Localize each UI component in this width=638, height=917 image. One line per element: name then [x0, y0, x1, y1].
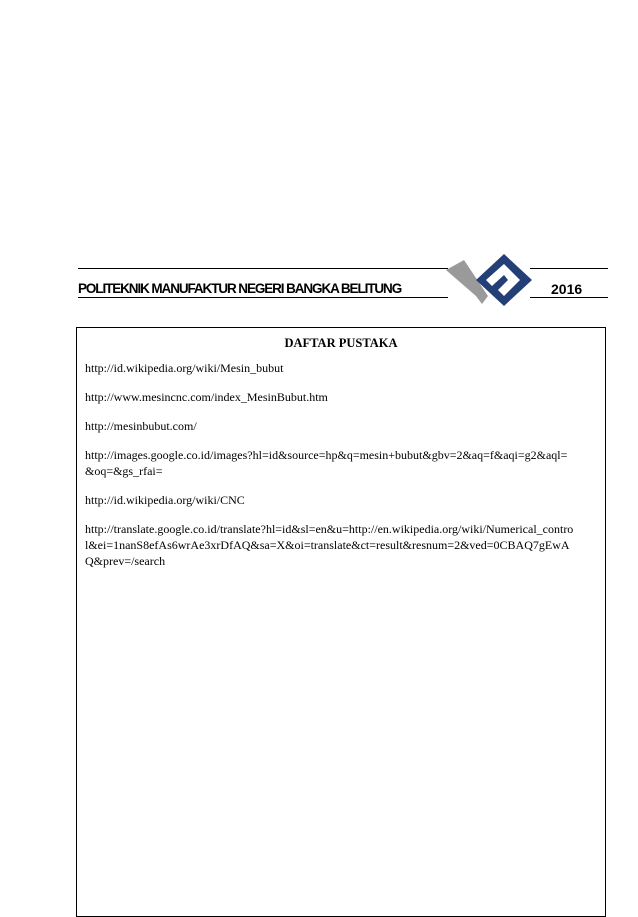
- references-panel: [76, 327, 606, 917]
- reference-item: http://id.wikipedia.org/wiki/Mesin_bubut: [85, 361, 284, 375]
- reference-item: http://id.wikipedia.org/wiki/CNC: [85, 493, 245, 507]
- reference-list: [85, 360, 575, 582]
- header-year: 2016: [551, 281, 583, 297]
- header-rule-top-right: [530, 268, 608, 269]
- institution-name: POLITEKNIK MANUFAKTUR NEGERI BANGKA BELITUNG: [78, 281, 402, 296]
- header-rule-top-left: [78, 268, 448, 269]
- reference-item: http://images.google.co.id/images?hl=id&source=hp&q=mesin+bubut&gbv=2&aq=f&aqi=g2&aql=&oq=&gs_rfai=: [85, 448, 568, 478]
- reference-item: http://mesinbubut.com/: [85, 419, 197, 433]
- reference-item: http://www.mesincnc.com/index_MesinBubut.htm: [85, 390, 328, 404]
- page-header: [78, 262, 608, 302]
- header-rule-bottom-right: [530, 297, 608, 298]
- header-rule-bottom-left: [78, 297, 448, 298]
- polman-logo-icon: [442, 252, 534, 306]
- reference-item: http://translate.google.co.id/translate?hl=id&sl=en&u=http://en.wikipedia.org/wiki/Numerical_control&ei=1nanS8efAs6wrAe3xrDfAQ&sa=X&oi=translate&ct=result&resnum=2&ved=0CBAQ7gEwAQ&prev=/search: [85, 522, 574, 568]
- section-title: DAFTAR PUSTAKA: [284, 336, 398, 350]
